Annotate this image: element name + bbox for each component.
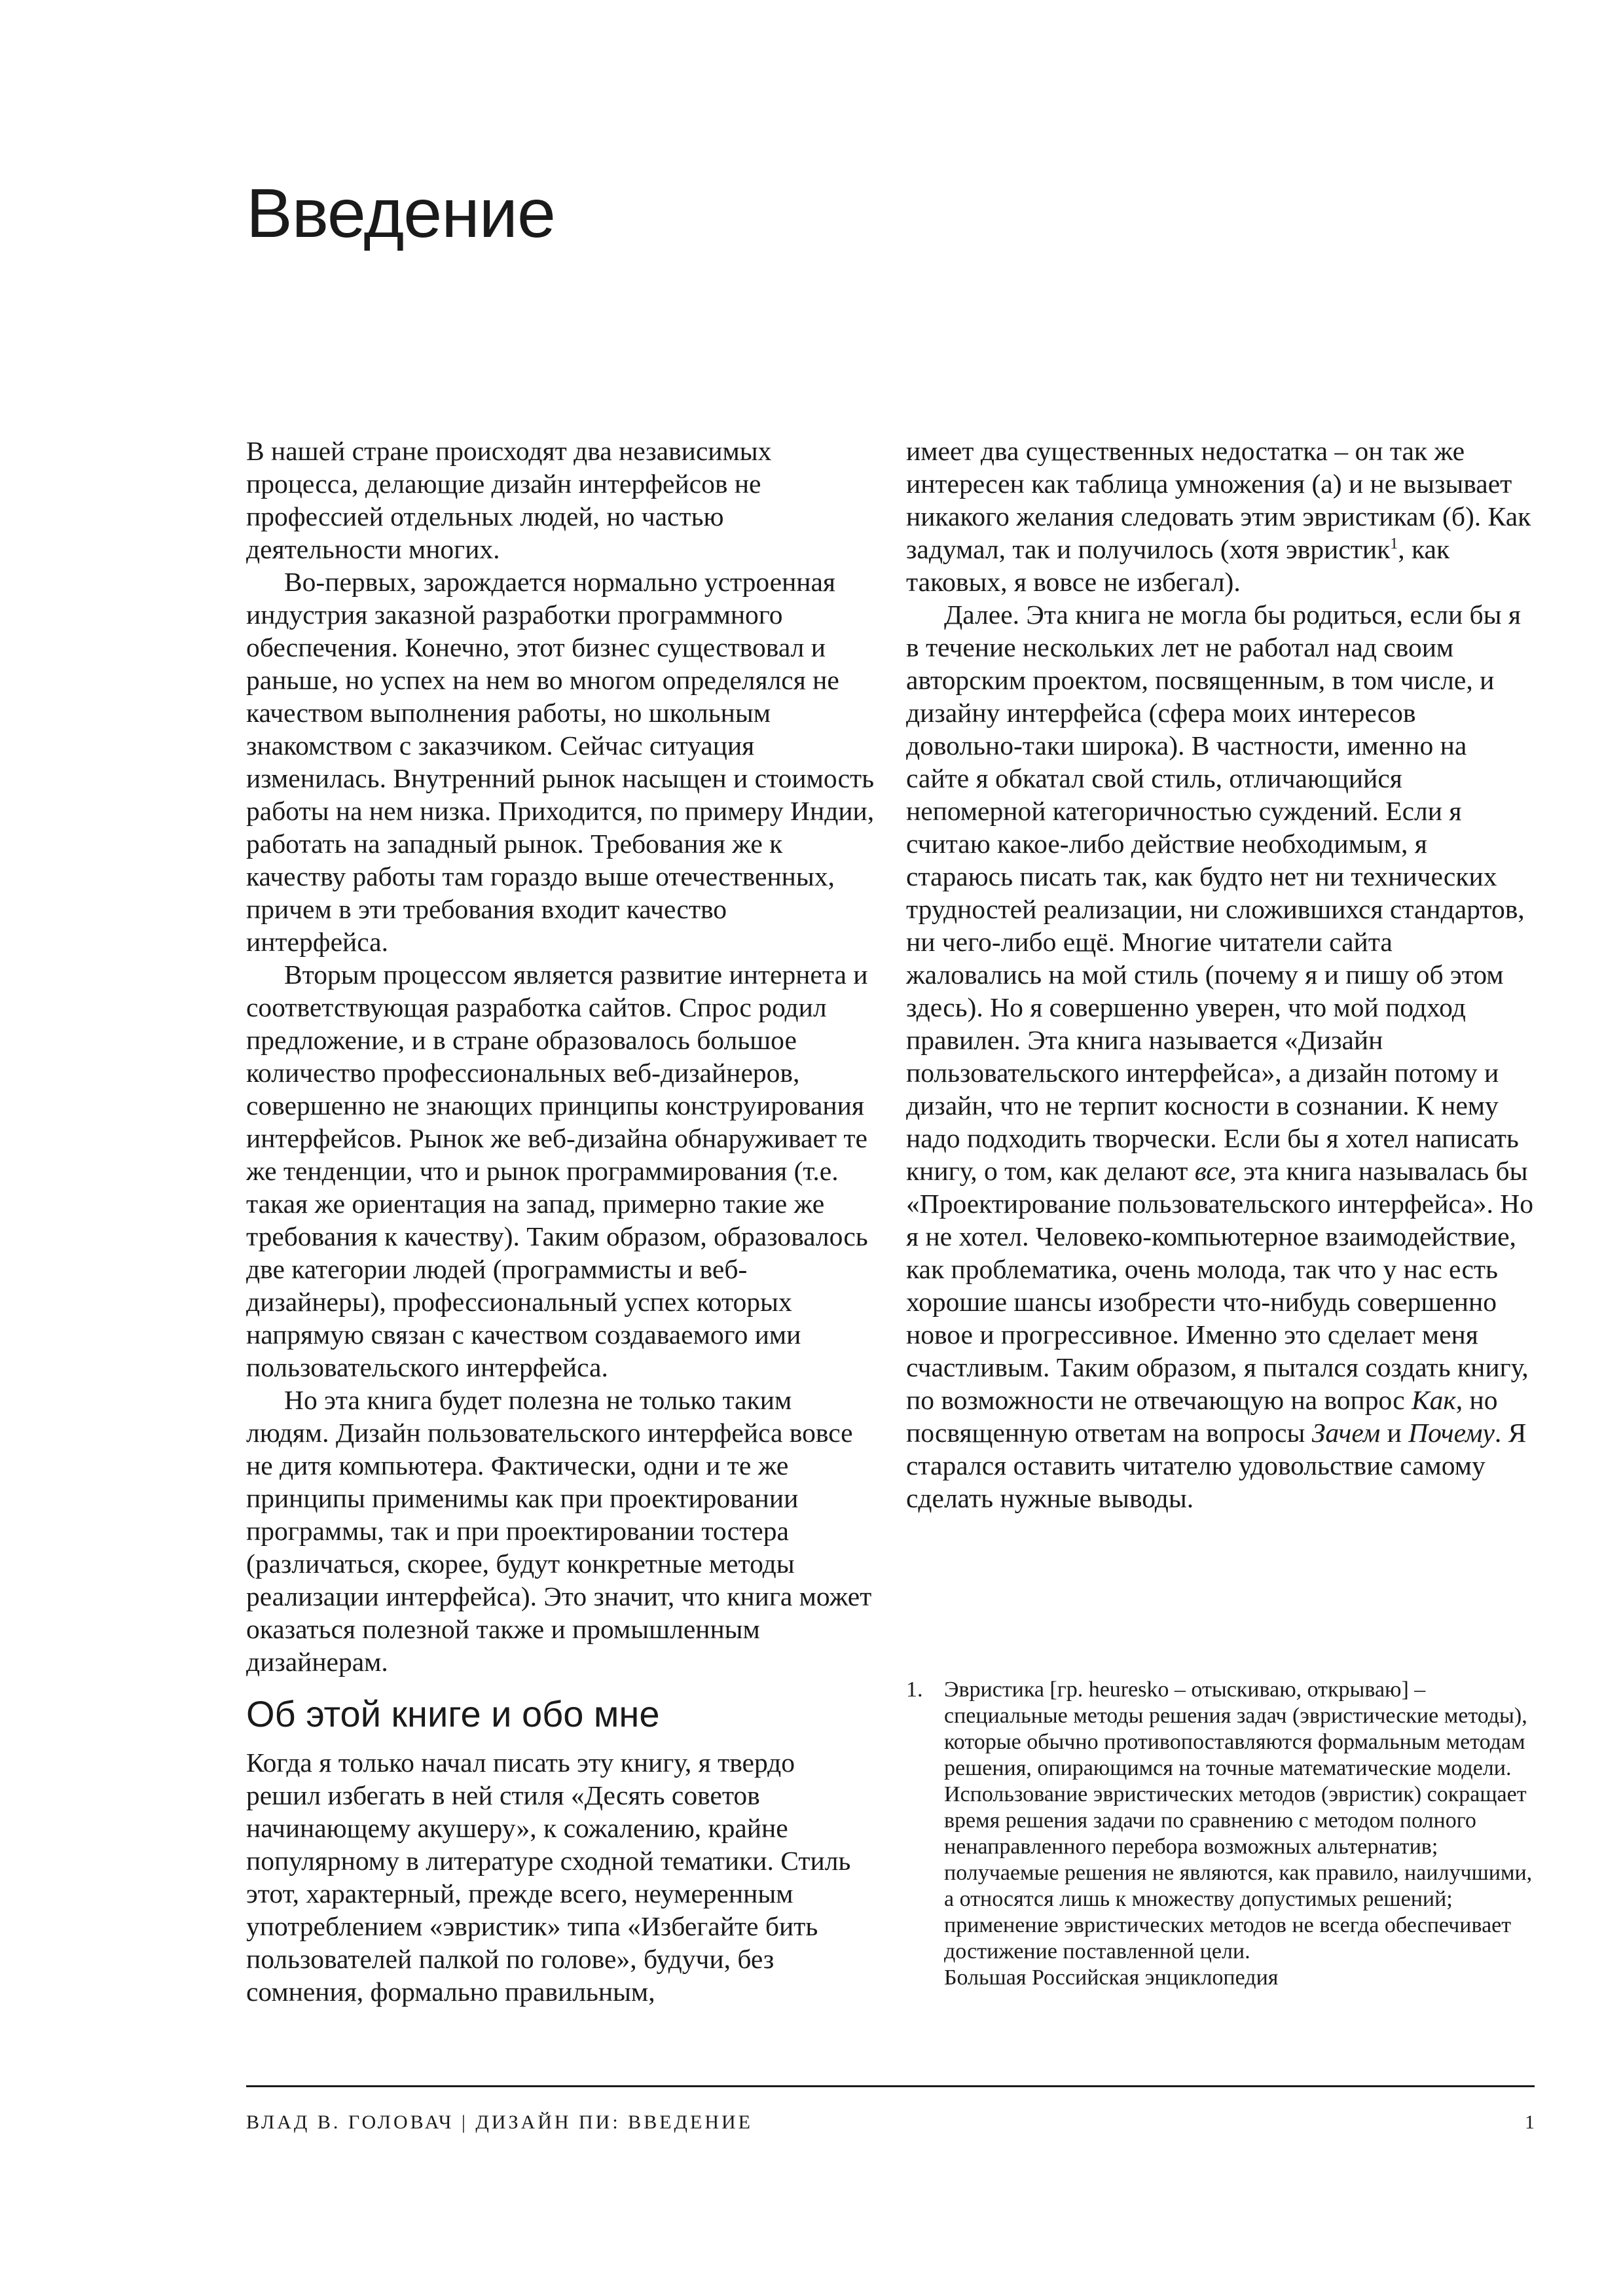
page-title: Введение (246, 175, 555, 252)
footnote-body: Эвристика [гр. heuresko – отыскиваю, открываю] – специальные методы решения задач (эвристические методы), которые обычно противопоставляются формальным методам решения, опирающимся на точные математические модели. Использование эвристических методов (эвристик) сокращает время решения задачи по сравнению с методом полного ненаправленного перебора возможных альтернатив; получаемые решения не являются, как правило, наилучшими, а относятся лишь к множеству допустимых решений; применение эвристических методов не всегда обеспечивает достижение поставленной цели. (944, 1677, 1533, 1964)
left-column (246, 435, 875, 2008)
paragraph (906, 435, 1535, 598)
paragraph-text: , но посвященную ответам на вопросы (906, 1385, 1498, 1448)
page-number: 1 (1525, 2111, 1535, 2133)
footer-divider (246, 2085, 1535, 2087)
footnote-source: Большая Российская энциклопедия (944, 1965, 1279, 1990)
paragraph: Вторым процессом является развитие интернета и соответствующая разработка сайтов. Спрос родил предложение, и в стране образовалось большое количество профессиональных веб-дизайнеров, совершенно не знающих принципы конструирования интерфейсов. Рынок же веб-дизайна обнаруживает те же тенденции, что и рынок программирования (т.е. такая же ориентация на запад, примерно такие же требования к качеству). Таким образом, образовалось две категории людей (программисты и веб-дизайнеры), профессиональный успех которых напрямую связан с качеством создаваемого ими пользовательского интерфейса. (246, 960, 868, 1382)
paragraph-text: имеет два существенных недостатка – он так же интересен как таблица умножения (а) и не вызывает никакого желания следовать этим эвристикам (б). Как задумал, так и получилось (хотя эвристик (906, 436, 1531, 564)
paragraph: Когда я только начал писать эту книгу, я твердо решил избегать в ней стиля «Десять советов начинающему акушеру», к сожалению, крайне популярному в литературе сходной тематики. Стиль этот, характерный, прежде всего, неумеренным употреблением «эвристик» типа «Избегайте бить пользователей палкой по голове», будучи, без сомнения, формально правильным, (246, 1748, 851, 2007)
emphasis: Как (1412, 1385, 1456, 1415)
emphasis: Почему (1408, 1418, 1495, 1448)
paragraph-text: , как таковых, я вовсе не избегал). (906, 534, 1450, 597)
paragraph (906, 598, 1535, 1515)
paragraph: Во-первых, зарождается нормально устроенная индустрия заказной разработки программного обеспечения. Конечно, этот бизнес существовал и раньше, но успех на нем во многом определялся не качеством выполнения работы, но школьным знакомством с заказчиком. Сейчас ситуация изменилась. Внутренний рынок насыщен и стоимость работы на нем низка. Приходится, по примеру Индии, работать на западный рынок. Требования же к качеству работы там гораздо выше отечественных, причем в эти требования входит качество интерфейса. (246, 567, 875, 957)
footnote (906, 1677, 1535, 1991)
footnote-text (944, 1677, 1535, 1991)
paragraph-text: и (1380, 1418, 1409, 1448)
running-head: ВЛАД В. ГОЛОВАЧ | ДИЗАЙН ПИ: ВВЕДЕНИЕ (246, 2111, 753, 2133)
paragraph: В нашей стране происходят два независимых процесса, делающие дизайн интерфейсов не профессией отдельных людей, но частью деятельности многих. (246, 436, 772, 564)
emphasis: Зачем (1311, 1418, 1381, 1448)
footnote-number: 1. (906, 1677, 923, 1702)
paragraph: Но эта книга будет полезна не только таким людям. Дизайн пользовательского интерфейса вовсе не дитя компьютера. Фактически, одни и те же принципы применимы как при проектировании программы, так и при проектировании тостера (различаться, скорее, будут конкретные методы реализации интерфейса). Это значит, что книга может оказаться полезной также и промышленным дизайнерам. (246, 1385, 872, 1677)
right-column (906, 435, 1535, 1515)
emphasis: все (1194, 1156, 1230, 1186)
footnote-ref[interactable]: 1 (1390, 535, 1398, 553)
paragraph-text: Далее. Эта книга не могла бы родиться, если бы я в течение нескольких лет не работал над своим авторским проектом, посвященным, в том числе, и дизайну интерфейса (сфера моих интересов довольно-таки широка). В частности, именно на сайте я обкатал свой стиль, отличающийся непомерной категоричностью суждений. Если я считаю какое-либо действие необходимым, я стараюсь писать так, как будто нет ни технических трудностей реализации, ни сложившихся стандартов, ни чего-либо ещё. Многие читатели сайта жаловались на мой стиль (почему я и пишу об этом здесь). Но я совершенно уверен, что мой подход правилен. Эта книга называется «Дизайн пользовательского интерфейса», а дизайн потому и дизайн, что не терпит косности в сознании. К нему надо подходить творчески. Если бы я хотел написать книгу, о том, как делают (906, 600, 1525, 1186)
section-heading: Об этой книге и обо мне (246, 1693, 660, 1734)
paragraph-text: . Я старался оставить читателю удовольствие самому сделать нужные выводы. (906, 1418, 1527, 1513)
paragraph-text: , эта книга называлась бы «Проектирование пользовательского интерфейса». Но я не хотел. Человеко-компьютерное взаимодействие, как проблематика, очень молода, так что у нас есть хорошие шансы изобрести что-нибудь совершенно новое и прогрессивное. Именно это сделает меня счастливым. Таким образом, я пытался создать книгу, по возможности не отвечающую на вопрос (906, 1156, 1533, 1415)
